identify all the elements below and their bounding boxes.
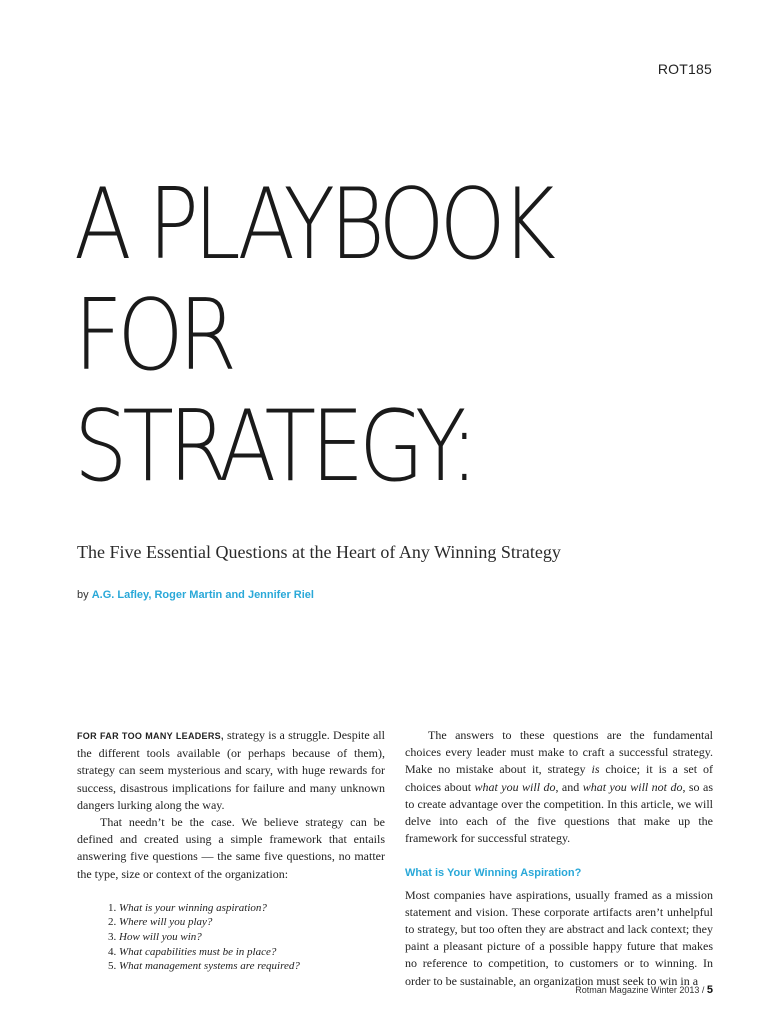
byline-prefix: by (77, 589, 89, 601)
byline-authors: A.G. Lafley, Roger Martin and Jennifer Riel (91, 589, 314, 601)
document-code: ROT185 (657, 61, 712, 77)
questions-list (77, 901, 385, 974)
intro-text: strategy is a struggle. Despite all the different tools available (or perhaps because of them), strategy can seem mysterious and scary, with huge rewards for success, disastrous implications for failure and many unknown dangers lurking along the way. (77, 728, 385, 812)
left-column (77, 727, 385, 974)
title-line-3: STRATEGY: (74, 390, 474, 504)
list-item: 1. What is your winning aspiration? (108, 901, 267, 914)
intro-paragraph (77, 727, 385, 814)
byline (77, 589, 314, 601)
footer-magazine: Rotman Magazine Winter 2013 / (575, 985, 707, 995)
section-heading: What is Your Winning Aspiration? (405, 867, 582, 880)
list-item: 2. Where will you play? (108, 916, 213, 929)
article-title (74, 170, 624, 503)
article-subtitle: The Five Essential Questions at the Heart of Any Winning Strategy (77, 542, 561, 562)
right-column (405, 727, 713, 990)
lead-in: FOR FAR TOO MANY LEADERS, (77, 731, 224, 741)
list-item: 3. How will you win? (108, 931, 202, 944)
choices-paragraph: The answers to these questions are the fundamental choices every leader must make to craft a successful strategy. Make no mistake about it, strategy is choice; it is a set of choices about what you will do, and what you will not do, so as to create advantage over the competition. In this article, we will delve into each of the five questions that make up the framework for successful strategy. (405, 728, 713, 846)
list-item: 5. What management systems are required? (108, 960, 300, 973)
page-footer (575, 984, 713, 996)
list-item: 4. What capabilities must be in place? (108, 945, 277, 958)
title-line-2: FOR (74, 279, 232, 393)
title-line-1: A PLAYBOOK (74, 168, 551, 282)
framework-paragraph: That needn’t be the case. We believe strategy can be defined and created using a simple framework that entails answering five questions — the same five questions, no matter the type, size or context of the organization: (77, 815, 385, 881)
aspiration-paragraph: Most companies have aspirations, usually framed as a mission statement and vision. These corporate artifacts aren’t unhelpful to strategy, but too often they are abstract and lack context; they paint a pleasant picture of a possible happy future that makes no reference to competition, to customers or to winning. In order to be sustainable, an organization must seek to win in a (405, 887, 713, 988)
page-number: 5 (706, 984, 713, 996)
